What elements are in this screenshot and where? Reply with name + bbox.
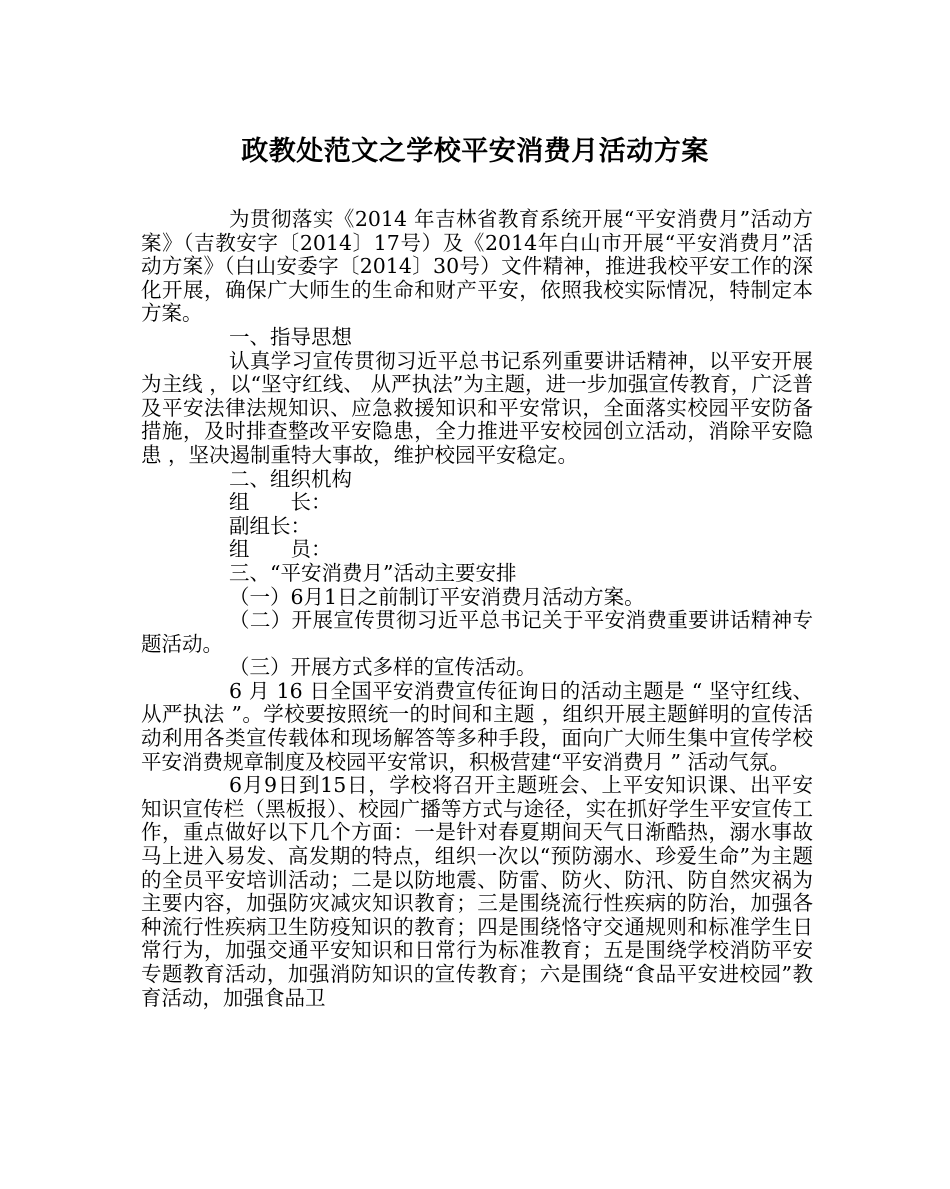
- document-title: 政教处范文之学校平安消费月活动方案: [241, 136, 709, 167]
- document-body: [141, 208, 813, 1010]
- org-deputy-leader: 副组长：: [229, 513, 311, 538]
- heading-organization: 二、组织机构: [229, 466, 352, 491]
- heading-guiding-ideology: 一、指导思想: [229, 324, 352, 349]
- paragraph-guiding-ideology: 认真学习宣传贯彻习近平总书记系列重要讲话精神，以平安开展为主线 ，以“坚守红线、 从严执法”为主题，进一步加强宣传教育，广泛普及平安法律法规知识、应急救援知识和平安常识，全面落实校园平安防备措施，及时排查整改平安隐患，全力推进平安校园创立活动，消除平安隐患 ，坚决遏制重特大事故，维护校园平安稳定。: [141, 348, 813, 467]
- arrangement-item-1: （一）6月1日之前制订平安消费月活动方案。: [229, 584, 645, 609]
- arrangement-item-2: （二）开展宣传贯彻习近平总书记关于平安消费重要讲话精神专题活动。: [141, 608, 813, 656]
- heading-main-arrangements: 三、“平安消费月”活动主要安排: [229, 560, 517, 585]
- org-leader: 组 长：: [229, 490, 332, 515]
- arrangement-item-3: （三）开展方式多样的宣传活动。: [229, 655, 537, 680]
- paragraph-june-16: 6 月 16 日全国平安消费宣传征询日的活动主题是 “ 坚守红线、从严执法 ”。学校要按照统一的时间和主题 ，组织开展主题鲜明的宣传活动利用各类宣传载体和现场解答等多种手段，面向广大师生集中宣传学校平安消费规章制度及校园平安常识，积极营建“平安消费月 ” 活动气氛。: [141, 678, 813, 774]
- paragraph-intro: 为贯彻落实《2014 年吉林省教育系统开展“平安消费月”活动方案》（吉教安字〔2014〕17号）及《2014年白山市开展“平安消费月”活动方案》（白山安委字〔2014〕30号）文件精神，推进我校平安工作的深化开展，确保广大师生的生命和财产平安，依照我校实际情况，特制定本方案。: [141, 207, 813, 326]
- org-members: 组 员：: [229, 537, 332, 562]
- paragraph-june-9-15: 6月9日到15日，学校将召开主题班会、上平安知识课、出平安知识宣传栏（黑板报）、校园广播等方式与途径，实在抓好学生平安宣传工作，重点做好以下几个方面：一是针对春夏期间天气日渐酷热，溺水事故马上进入易发、高发期的特点，组织一次以“预防溺水、珍爱生命”为主题的全员平安培训活动；二是以防地震、防雷、防火、防汛、防自然灾祸为主要内容，加强防灾减灾知识教育；三是围绕流行性疾病的防治，加强各种流行性疾病卫生防疫知识的教育；四是围绕恪守交通规则和标准学生日常行为，加强交通平安知识和日常行为标准教育；五是围绕学校消防平安专题教育活动，加强消防知识的宣传教育；六是围绕“食品平安进校园”教育活动，加强食品卫: [141, 773, 813, 1010]
